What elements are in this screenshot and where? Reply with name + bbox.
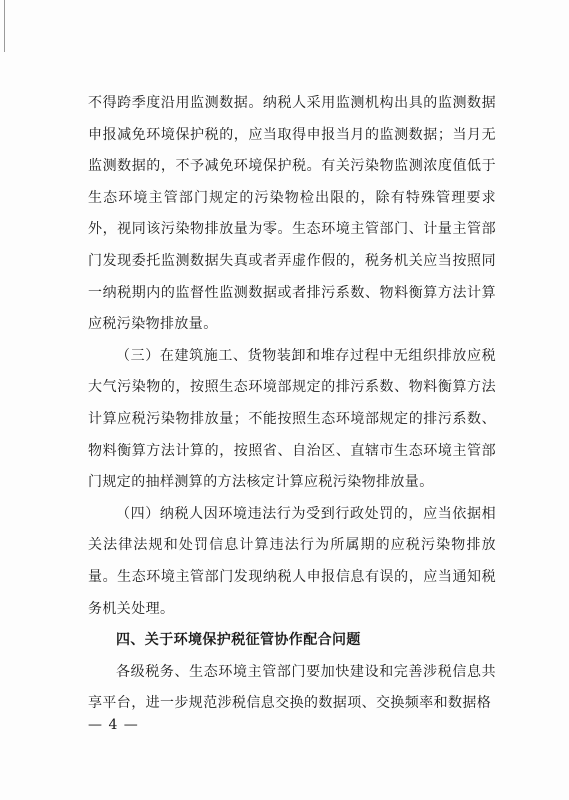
paragraph-continued-monitoring: 不得跨季度沿用监测数据。纳税人采用监测机构出具的监测数据申报减免环境保护税的，应当取得申报当月的监测数据；当月无监测数据的，不予减免环境保护税。有关污染物监测浓度值低于生态环境主管部门规定的污染物检出限的，除有特殊管理要求外，视同该污染物排放量为零。生态环境主管部门、计量主管部门发现委托监测数据失真或者弄虚作假的，税务机关应当按照同一纳税期内的监督性监测数据或者排污系数、物料衡算方法计算应税污染物排放量。 [88, 95, 496, 333]
page-number: — 4 — [88, 717, 139, 733]
paragraph-item-four: （四）纳税人因环境违法行为受到行政处罚的，应当依据相关法律法规和处罚信息计算违法行为所属期的应税污染物排放量。生态环境主管部门发现纳税人申报信息有误的，应当通知税务机关处理。 [88, 505, 496, 617]
section-heading-four: 四、关于环境保护税征管协作配合问题 [116, 632, 361, 649]
paragraph-collaboration: 各级税务、生态环境主管部门要加快建设和完善涉税信息共享平台，进一步规范涉税信息交换的数据项、交换频率和数据格 [88, 663, 496, 712]
document-body [88, 88, 496, 720]
margin-rule [4, 0, 5, 52]
paragraph-item-three: （三）在建筑施工、货物装卸和堆存过程中无组织排放应税大气污染物的，按照生态环境部规定的排污系数、物料衡算方法计算应税污染物排放量；不能按照生态环境部规定的排污系数、物料衡算方法计算的，按照省、自治区、直辖市生态环境主管部门规定的抽样测算的方法核定计算应税污染物排放量。 [88, 347, 496, 491]
